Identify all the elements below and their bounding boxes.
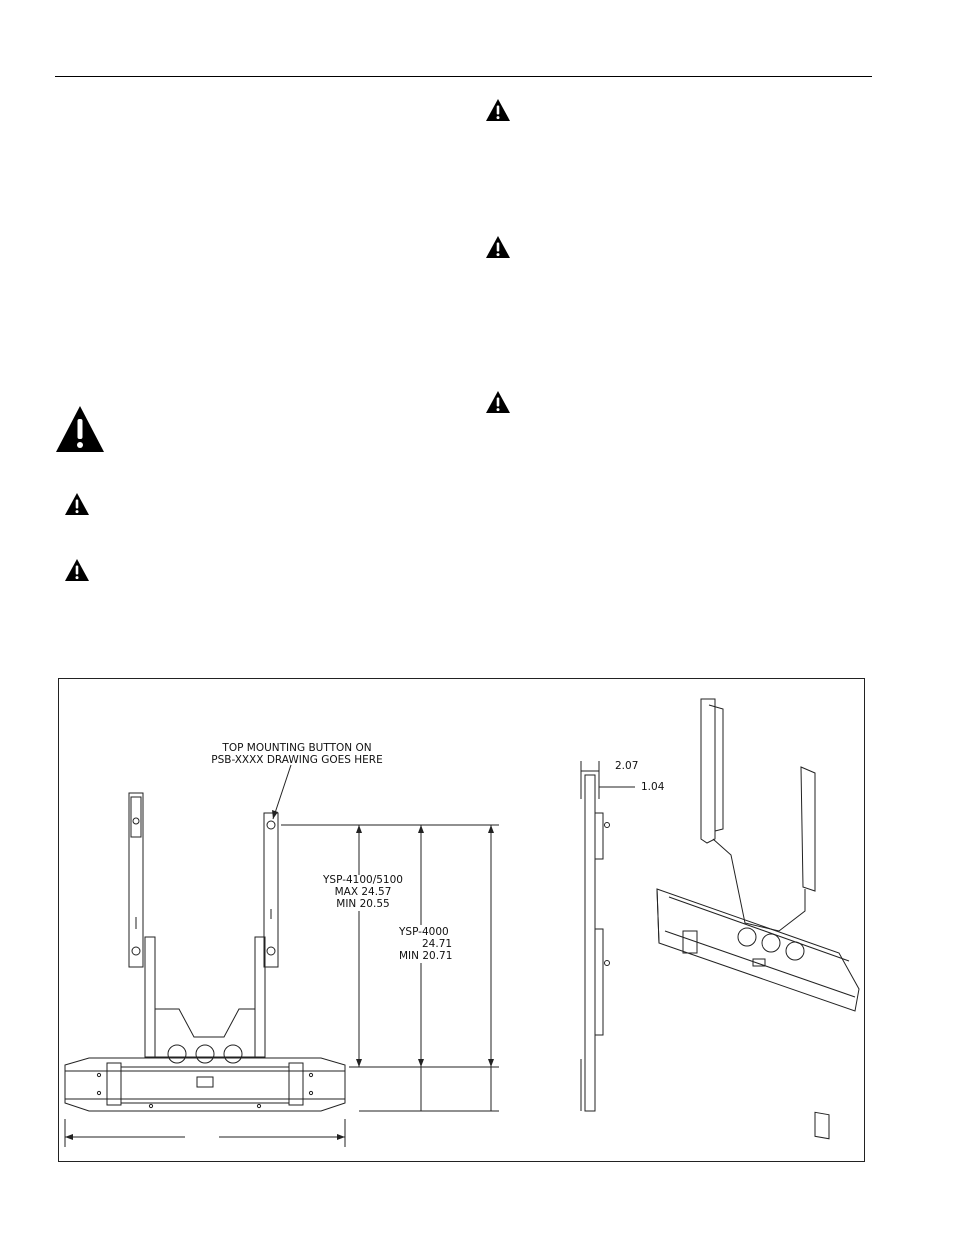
callout-line-1: TOP MOUNTING BUTTON ON (222, 742, 372, 754)
iso-arm-right (801, 767, 815, 891)
header-rule (55, 76, 872, 77)
warning-triangle-icon (485, 235, 511, 259)
callout-line-2: PSB-XXXX DRAWING GOES HERE (211, 754, 383, 766)
dim-a-max: MAX 24.57 (334, 886, 392, 898)
side-dim-1: 2.07 (615, 760, 639, 772)
dim-b-value: 24.71 (422, 938, 453, 950)
dim-a-model: YSP-4100/5100 (323, 874, 403, 886)
warning-triangle-icon (485, 98, 511, 122)
warning-triangle-icon (55, 405, 105, 453)
dim-b-model: YSP-4000 (399, 926, 449, 938)
iso-arm-left (701, 699, 715, 843)
mount-drawing (59, 679, 866, 1163)
side-dim-2: 1.04 (641, 781, 665, 793)
right-arm (264, 813, 278, 967)
warning-triangle-icon (485, 390, 511, 414)
center-plate (155, 1009, 255, 1057)
dim-b-min: MIN 20.71 (399, 950, 453, 962)
mount-drawing-figure (58, 678, 865, 1162)
side-view-rail (585, 775, 595, 1111)
iso-bottom-bar (657, 889, 859, 1011)
dim-a-min: MIN 20.55 (336, 898, 390, 910)
warning-triangle-icon (64, 558, 90, 582)
warning-triangle-icon (64, 492, 90, 516)
